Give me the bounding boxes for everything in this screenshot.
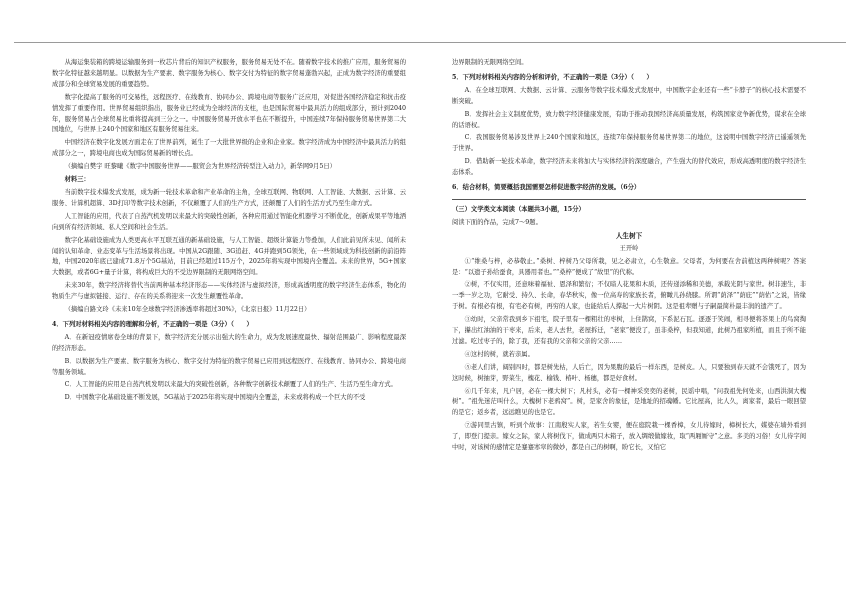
option-a: A．在新冠疫情席卷全球的背景下，数字经济充分展示出强大的生命力，成为发展速度最快、辐射范围最广、影响程度最深的经济形态。: [52, 333, 406, 352]
paragraph: 未来30年，数字经济将替代当前两种基本经济形态——实体经济与虚拟经济，形成高透明度的数字经济生态体系，物化的物质生产与虚拟链接、运行、存在的关系将迎来一次发生颠覆性革命。: [52, 282, 406, 301]
section-intro: 阅读下面的作品，完成7～9题。: [452, 218, 542, 226]
option-d: D．中国数字化基础设施不断发展，5G基站于2025年将实现中国境内全覆盖，未来或将构成一个巨大的不受: [64, 394, 366, 402]
right-column: [452, 58, 806, 456]
paragraph: 数字化提高了服务的可交易性，远程医疗、在线教育、协同办公、跨境电商等服务广泛应用，对促进各国经济稳定和抗击疫情发挥了重要作用。世界贸易组织指出，服务业已经成为全球经济的支柱，也是国际贸易中最具活力的组成部分，预计到2040年，服务贸易占全球贸易比重将提高到三分之一。中国服务贸易开放水平也在不断提升，中国连续7年保持服务贸易世界第二大国地位，与世界上240个国家和地区有服务贸易往来。: [52, 93, 406, 134]
option-b: B．以数据为生产要素、数字服务为核心、数字交付为特征的数字贸易已应用到远程医疗、在线教育、协同办公、跨境电商等服务领域。: [52, 357, 406, 376]
paragraph-continuation: 边界限制的无限网络空间。: [452, 59, 528, 66]
material-title: 材料三：: [64, 176, 90, 184]
paragraph: ④这村的树，就若亲属。: [464, 350, 534, 358]
question-5: 5．下列对材料相关内容的分析和评价，不正确的一项是（3分）（ ）: [452, 73, 653, 81]
paragraph: ③幼时，父亲常我到乡下祖宅，院子里有一棵粗壮的枣树，上住鹊窝，下系泥石瓦。逐逐于笑闹，相寻便将茶果上的鸟窝掏下，攥出红油油的干枣来，后来，老人去世，老屋拆迁，“老家”便没了，虽非桑梓，但我知道，此树乃祖家所植，而且于所不能过滤。吃过枣子的，除了我，还有我的父亲和父亲的父亲……: [452, 316, 806, 345]
question-4: 4．下列对材料相关内容的理解和分析，不正确的一项是（3分）（ ）: [52, 320, 253, 328]
option-a: A．在全球互联网、大数据、云计算、云服务等数字技术爆发式发展中，中国数字企业还有一些“卡脖子”的核心技术需要不断突破。: [452, 86, 806, 105]
paragraph: ⑥几千年来，凡户居，必在一棵大树下；凡村头，必有一棵神采奕奕的老树，民谣中唱，“问我祖先何处来，山西洪洞大槐树”。“祖先迷茫叫什么，大槐树下老鸦窝”。树，是家舍的象征，是地址的招魂幡。它比屋高，比人久，离家者，最后一眼回望的是它；返乡者，远远瞧见的也是它。: [452, 387, 806, 417]
story-title: 人生树下: [615, 231, 643, 240]
section-title: （三）文学类文本阅读（本题共3小题，15分）: [452, 205, 585, 213]
source-citation: （摘编自樊宇 旺黎曦《数字中国服务世界——服贸会为世界经济转型注入动力》，新华网9月5日）: [64, 163, 336, 171]
source-citation: （摘编自路文玲《未来10年全球数字经济渗透率将超过30%》，《北京日报》11月22日）: [64, 306, 311, 314]
story-author: 王开岭: [619, 244, 639, 252]
option-c: C．人工智能的应用是自蒸汽机发明以来最大的突破性创新，各种数字创新技术颠覆了人们的生产、生活乃至生命方式。: [64, 381, 397, 389]
question-6: 6．结合材料，简要概括我国需要怎样促进数字经济的发展。（6分）: [452, 184, 641, 192]
paragraph: 数字化基础设施成为人类更高水平互联互通的新基础设施，与人工智能、超级计算能力等叠加，人们此前见所未见、闻所未闻的认知革命、业态变革与生活场景将出现。中国从2G跟随、3G追赶、4G并跑到5G领先，在一些领域成为科技创新的前沿阵地，中国2020年底已建成71.8万个5G基站，目前已经超过115万个，2025年将实现中国境内全覆盖。未来的世界，5G+国家大数据，或者6G+量子计算，将构成巨大的不受边界限制的无限网络空间。: [52, 236, 406, 277]
header-rule: [14, 42, 846, 43]
left-column: [52, 58, 406, 406]
option-d: D．借助新一轮技术革命，数字经济未来将加大与实体经济的深度融合，产生强大的替代效应，形成高透明度的数字经济生态体系。: [452, 158, 806, 177]
paragraph: 中国经济在数字化发展方面走在了世界前列，诞生了一大批世界级的企业和企业家。数字经济成为中国经济中最具活力的组成部分之一，跨境电商也成为国际贸易新的增长点。: [52, 139, 406, 158]
option-b: B．发挥社会主义制度优势，致力数字经济健康发展，有助于推动我国经济高质量发展，构筑国家竞争新优势，谋求在全球的话语权。: [452, 110, 806, 129]
paragraph: 当前数字技术爆发式发展，成为新一轮技术革命和产业革命的主角，全球互联网、物联网、人工智能、大数据、云计算、云服务、计算机超算、3D打印等数字技术创新，不仅颠覆了人们的生产方式，还颠覆了人们的生活方式乃至生命方式。: [52, 188, 406, 207]
paragraph: ⑦游同里古镇，听到个故事：江南殷实人家，若生女婴，便在庭院栽一棵香樟，女儿待嫁时，樟树长大，媒婆在墙外看到了，即登门提亲。嫁女之际，家人将树伐下，做成两只木箱子，放入绸缎做嫁妆，取“两厢厮守”之意。多美的习俗！女儿待字闺中时，对该树的感情定是蹇蹇寒窣的微妙，都是自己的树啊，盼它长，又怕它: [452, 422, 806, 452]
paragraph: ⑤老人们讲，阔别四时，都是树先枯，人后亡，因为果腹的最后一样东西，是树皮。人，只要独到春天就不会饿死了，因为这时候，树抽芽，野菜生，槐花、榆钱、椿叶、杨穗，都是好食材。: [452, 363, 806, 382]
paragraph: ①“维桑与梓，必恭敬止。”桑树、梓树乃父母所栽，见之必肃立，心生敬意。父母者，为何要在舍前植这两种树呢？答案是：“以遗子孙给蚕食，具器用者也。”“桑梓”便成了“故里”的代称。: [452, 257, 806, 276]
answer-line: [452, 199, 806, 200]
option-c: C．我国服务贸易涉及世界上240个国家和地区，连续7年保持服务贸易世界第二的地位，这说明中国数字经济已遥遥领先于世界。: [452, 134, 806, 153]
paragraph: ②树，不仅实用，还意味着福祉、恩泽和繁衍；不仅暗人花果和木质，还传递添稀和美德，承载光阴与家世。树非速生，非一季一岁之功，它耐受、持久、长命，春华秋实，像一位高寿的家族长者，俯瞰儿孙绕膝。所谓“荫泽”“荫庇”“荫佑”之说，皆缘于树。有根必有根，有宅必有树，再穷的人家，也能给后人撑起一大片树阴。这是祖辈赠与子嗣最简朴最丰润的遗产了。: [452, 281, 806, 311]
paragraph: 从海运集装箱的跨境运输服务到一枚芯片背后的知识产权服务，服务贸易无处不在。随着数字技术的推广应用，服务贸易的数字化特征越来越明显。以数据为生产要素、数字服务为核心、数字交付为特征的数字贸易蓬勃兴起，正成为数字经济的重要组成部分和全球贸易发展的重要趋势。: [52, 59, 406, 88]
paragraph: 人工智能的应用，代表了自蒸汽机发明以来最大的突破性创新，各种应用通过智能化机器学习不断优化，创新成果平等地洒向到所有经济领域、私人空间和社会生活。: [52, 212, 406, 231]
